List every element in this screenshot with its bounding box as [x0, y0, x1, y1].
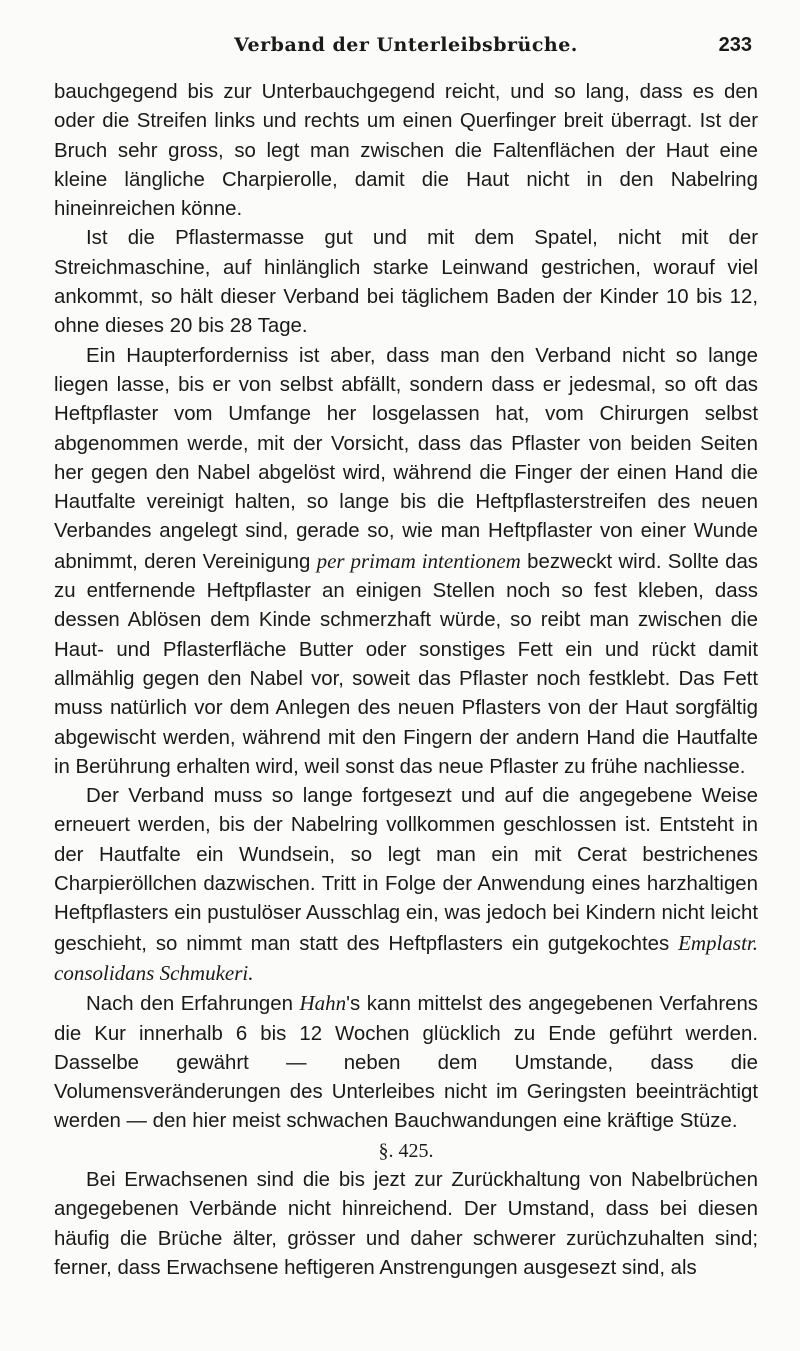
text-run: Bei Erwachsenen sind die bis jezt zur Zurückhaltung von Nabelbrüchen angegebenen Verbände nicht hinreichend. Der Umstand, dass bei diesen häufig die Brüche älter, grösser und daher schwerer zurüchzuhalten sind; ferner, dass Erwachsene heftigeren Anstrengungen ausgesezt sind, als	[54, 1168, 758, 1279]
latin-phrase: per primam intentionem	[316, 548, 521, 573]
text-run: bauchgegend bis zur Unterbauchgegend reicht, und so lang, dass es den oder die Streifen links und rechts um einen Querfinger breit überragt. Ist der Bruch sehr gross, so legt man zwischen die Faltenflächen der Haut eine kleine längliche Charpierolle, damit die Haut nicht in den Nabelring hineinreichen könne.	[54, 81, 758, 221]
section-number: §. 425.	[378, 1139, 434, 1162]
text-run: Ein Haupterforderniss ist aber, dass man den Verband nicht so lange liegen lasse, bis er von selbst abfällt, sondern dass er jedesmal, so oft das Heftpflaster vom Umfange her losgelassen hat, vom Chirurgen selbst abgenommen werde, mit der Vorsicht, dass das Pflaster von beiden Seiten her gegen den Nabel abgelöst wird, während die Finger der einen Hand die Hautfalte vereinigt halten, so lange bis die Heftpflasterstreifen des neuen Verbandes angelegt sind, gerade so, wie man Heftpflaster von einer Wunde abnimmt, deren Vereinigung	[54, 344, 758, 573]
paragraph	[54, 782, 758, 989]
text-run: bezweckt wird. Sollte das zu entfernende Heftpflaster an einigen Stellen noch so fest kleben, dass dessen Ablösen dem Kinde schmerzhaft würde, so reibt man zwischen die Haut- und Pflasterfläche Butter oder sonstiges Fett ein und rückt damit allmählig gegen den Nabel vor, soweit das Pflaster noch festklebt. Das Fett muss natürlich vor dem Anlegen des neuen Pflasters von der Haut sorgfältig abgewischt werden, während mit den Fingern der andern Hand die Hautfalte in Berührung erhalten wird, weil sonst das neue Pflaster zu frühe nachliesse.	[54, 550, 758, 778]
paragraph	[54, 342, 758, 782]
paragraph	[54, 224, 758, 341]
text-run: Der Verband muss so lange fortgesezt und auf die angegebene Weise erneuert werden, bis der Nabelring vollkommen geschlossen ist. Entsteht in der Hautfalte ein Wundsein, so legt man ein mit Cerat bestrichenes Charpieröllchen dazwischen. Tritt in Folge der Anwendung eines harzhaltigen Heftpflasters ein pustulöser Ausschlag ein, was jedoch bei Kindern nicht leicht geschieht, so nimmt man statt des Heftpflasters ein gutgekochtes	[54, 785, 758, 955]
latin-phrase: Emplastr. consolidans Schmukeri.	[54, 930, 758, 985]
author-name: Hahn	[299, 991, 347, 1016]
running-head	[60, 34, 752, 68]
text-run: Nach den Erfahrungen	[86, 993, 300, 1016]
paragraph	[54, 78, 758, 224]
running-head-title: Verband der Unterleibsbrüche.	[234, 34, 578, 56]
paragraph	[54, 989, 758, 1136]
body-text	[54, 78, 758, 1283]
text-run: Ist die Pflastermasse gut und mit dem Spatel, nicht mit der Streichmaschine, auf hinlänglich starke Leinwand gestrichen, worauf viel ankommt, so hält dieser Verband bei täglichem Baden der Kinder 10 bis 12, ohne dieses 20 bis 28 Tage.	[54, 227, 758, 338]
paragraph	[54, 1166, 758, 1283]
text-run: 's kann mittelst des angegebenen Verfahrens die Kur innerhalb 6 bis 12 Wochen glücklich zu Ende geführt werden. Dasselbe gewährt — neben dem Umstande, dass die Volumensveränderungen des Unterleibes nicht im Geringsten beeinträchtigt werden — den hier meist schwachen Bauchwandungen eine kräftige Stüze.	[54, 993, 758, 1133]
page-number: 233	[718, 34, 752, 56]
